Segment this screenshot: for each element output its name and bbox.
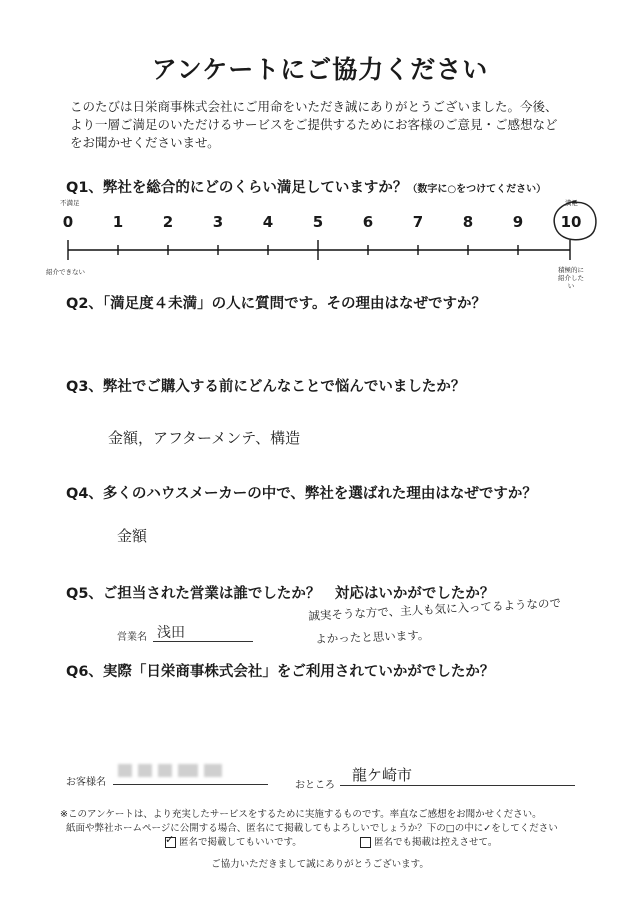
question-3-answer: 金額，アフターメンテ、構造 xyxy=(108,429,301,447)
consent-option-2-label: 匿名でも掲載は控えさせて。 xyxy=(374,837,498,848)
customer-address-value: 龍ケ崎市 xyxy=(352,766,413,784)
sales-name-underline xyxy=(153,641,253,642)
customer-name-label: お客様名 xyxy=(66,777,106,788)
question-1-label: Q1、弊社を総合的にどのくらい満足していますか？ xyxy=(66,180,408,196)
scale-number-1[interactable]: 1 xyxy=(112,213,124,231)
scale-number-0[interactable]: 0 xyxy=(62,213,74,231)
scale-top-left-label: 不満足 xyxy=(60,199,80,207)
checkmark-icon: ✓ xyxy=(165,833,175,846)
consent-checkbox-2[interactable] xyxy=(360,837,371,848)
question-4-answer: 金額 xyxy=(117,527,148,545)
footer-note-2: 紙面や弊社ホームページに公開する場合、匿名にて掲載してもよろしいでしょうか？下の□の中に✓をしてください xyxy=(66,823,558,834)
question-1 xyxy=(66,176,546,197)
sales-comment-line-1: 誠実そうな方で、主人も気に入ってるようなので xyxy=(308,595,562,623)
question-4-label: Q4、多くのハウスメーカーの中で、弊社を選ばれた理由はなぜですか？ xyxy=(66,486,537,502)
footer-note-1: ※このアンケートは、より充実したサービスをするために実施するものです。率直なご感想をお聞かせください。 xyxy=(60,809,542,820)
question-6-label: Q6、実際「日栄商事株式会社」をご利用されていかがでしたか？ xyxy=(66,664,495,680)
scale-number-8[interactable]: 8 xyxy=(462,213,474,231)
sales-comment-line-2: よかったと思います。 xyxy=(315,628,430,646)
scale-number-6[interactable]: 6 xyxy=(362,213,374,231)
page-title: アンケートにご協力ください xyxy=(151,55,489,84)
scale-top-right-label: 満足 xyxy=(565,199,578,207)
scale-bottom-right-label: 積極的に紹介したい xyxy=(558,266,584,290)
scale-number-3[interactable]: 3 xyxy=(212,213,224,231)
consent-option-1-label: 匿名で掲載してもいいです。 xyxy=(179,837,302,848)
consent-checkbox-1[interactable] xyxy=(165,833,176,848)
selected-circle-mark xyxy=(554,201,596,240)
customer-name-underline xyxy=(113,784,268,785)
question-3-label: Q3、弊社でご購入する前にどんなことで悩んでいましたか？ xyxy=(66,379,466,395)
question-2-label: Q2、「満足度４未満」の人に質問です。その理由はなぜですか？ xyxy=(66,296,487,312)
scale-number-5[interactable]: 5 xyxy=(312,213,324,231)
question-5-label: Q5、ご担当された営業は誰でしたか？ 対応はいかがでしたか？ xyxy=(66,586,495,602)
customer-name-redacted xyxy=(118,762,228,781)
intro-text xyxy=(70,98,590,152)
scale-number-10[interactable]: 10 xyxy=(560,213,582,231)
consent-option-decline[interactable] xyxy=(360,836,497,850)
thanks-text: ご協力いただきまして誠にありがとうございます。 xyxy=(211,859,429,870)
scale-number-4[interactable]: 4 xyxy=(262,213,274,231)
consent-option-anonymous[interactable] xyxy=(165,833,302,850)
question-1-note: （数字に○をつけてください） xyxy=(407,184,547,195)
customer-address-label: おところ xyxy=(295,780,335,791)
intro-line: より一層ご満足のいただけるサービスをご提供するためにお客様のご意見・ご感想など xyxy=(70,117,558,132)
intro-line: をお聞かせくださいませ。 xyxy=(70,135,220,150)
scale-number-9[interactable]: 9 xyxy=(512,213,524,231)
intro-line: このたびは日栄商事株式会社にご用命をいただき誠にありがとうございました。今後、 xyxy=(70,99,558,114)
sales-name-value: 浅田 xyxy=(157,625,185,641)
satisfaction-scale xyxy=(0,195,640,275)
scale-number-2[interactable]: 2 xyxy=(162,213,174,231)
customer-address-underline xyxy=(340,785,575,786)
sales-name-label: 営業名 xyxy=(117,632,147,643)
scale-number-7[interactable]: 7 xyxy=(412,213,424,231)
scale-bottom-left-label: 紹介できない xyxy=(46,268,85,276)
